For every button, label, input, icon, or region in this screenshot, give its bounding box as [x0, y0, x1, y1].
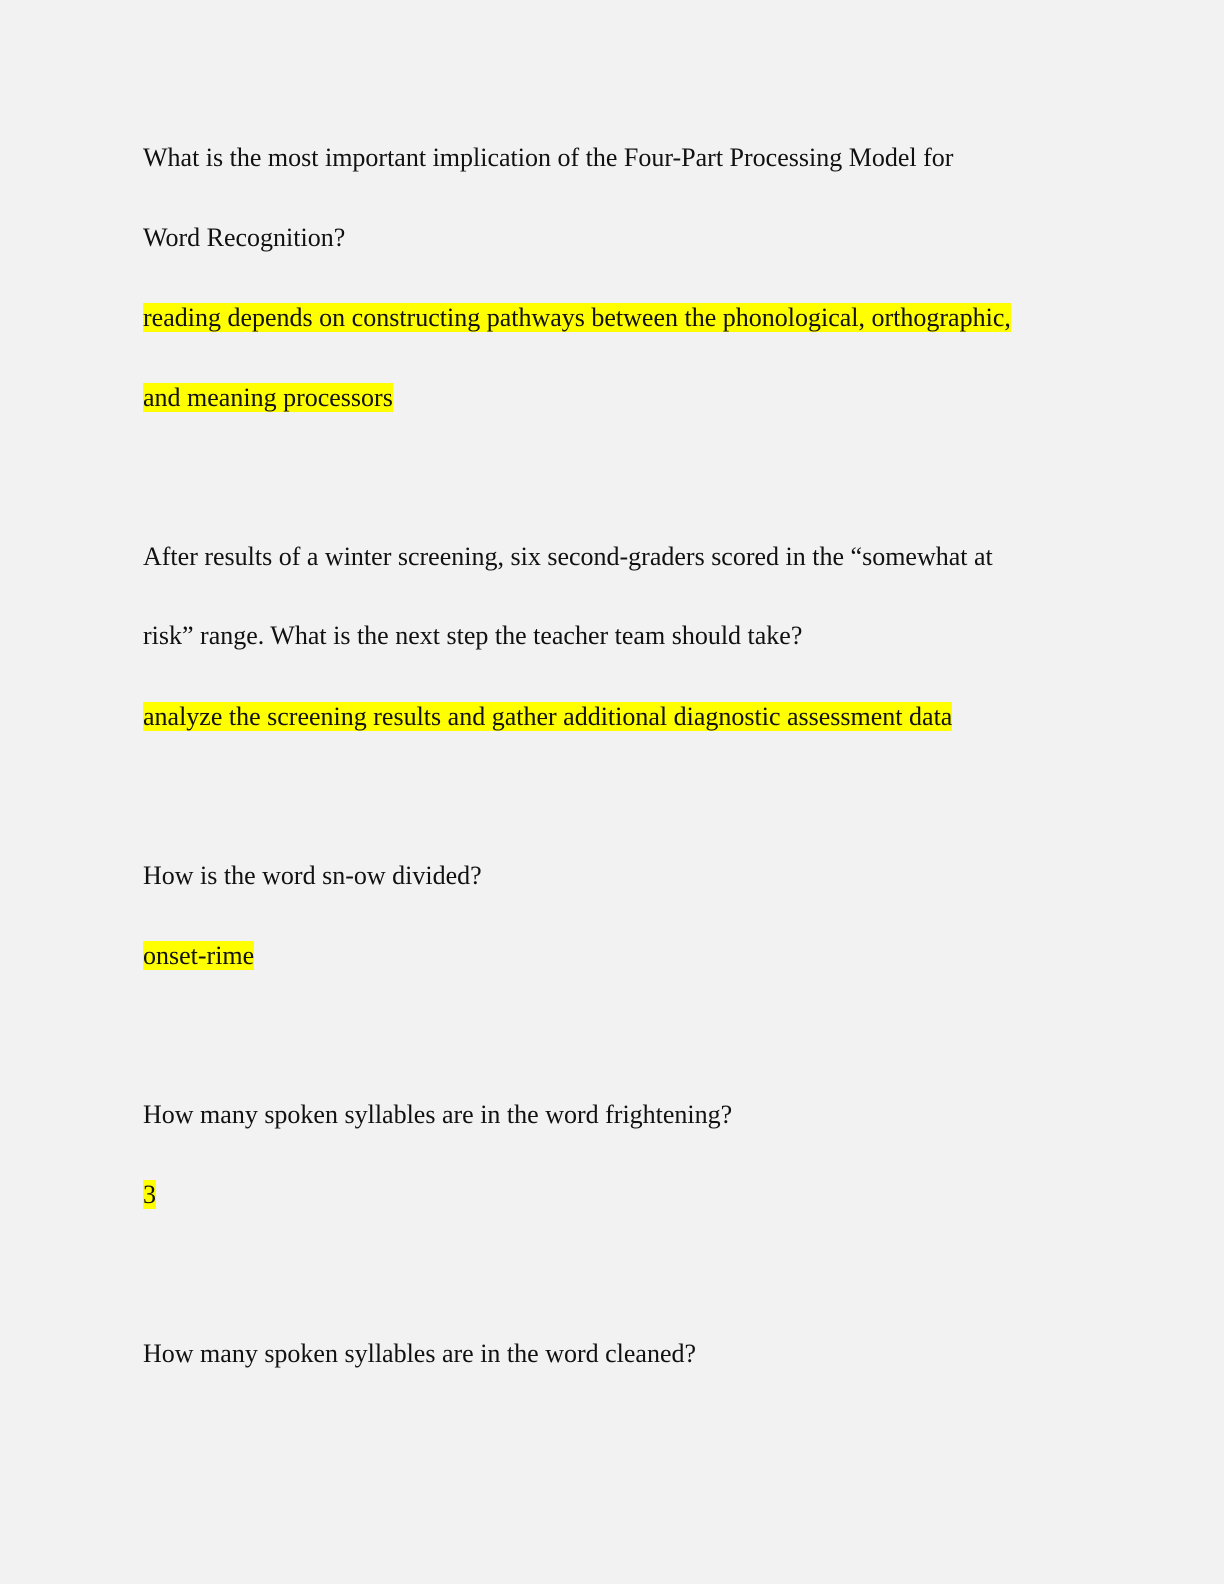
answer-1-line-2	[143, 382, 393, 414]
question-text: Word Recognition?	[143, 223, 346, 252]
highlighted-answer: onset-rime	[143, 941, 255, 970]
question-5-line-1	[143, 1338, 696, 1370]
answer-3-line-1	[143, 940, 254, 972]
question-text: How is the word sn-ow divided?	[143, 861, 482, 890]
question-text: What is the most important implication of the Four-Part Processing Model for	[143, 143, 954, 172]
question-1-line-1	[143, 142, 953, 174]
question-text: After results of a winter screening, six second-graders scored in the “somewhat at	[143, 542, 993, 571]
highlighted-answer: and meaning processors	[143, 383, 393, 412]
highlighted-answer: reading depends on constructing pathways between the phonological, orthographic,	[143, 303, 1011, 332]
question-2-line-2	[143, 620, 802, 652]
question-text: risk” range. What is the next step the teacher team should take?	[143, 621, 803, 650]
question-text: How many spoken syllables are in the word cleaned?	[143, 1339, 697, 1368]
question-4-line-1	[143, 1099, 732, 1131]
question-3-line-1	[143, 860, 482, 892]
highlighted-answer: 3	[143, 1180, 156, 1209]
answer-2-line-1	[143, 701, 952, 733]
question-1-line-2	[143, 222, 345, 254]
answer-1-line-1	[143, 302, 1011, 334]
question-2-line-1	[143, 541, 993, 573]
answer-4-line-1	[143, 1179, 156, 1211]
highlighted-answer: analyze the screening results and gather additional diagnostic assessment data	[143, 702, 953, 731]
question-text: How many spoken syllables are in the word frightening?	[143, 1100, 733, 1129]
